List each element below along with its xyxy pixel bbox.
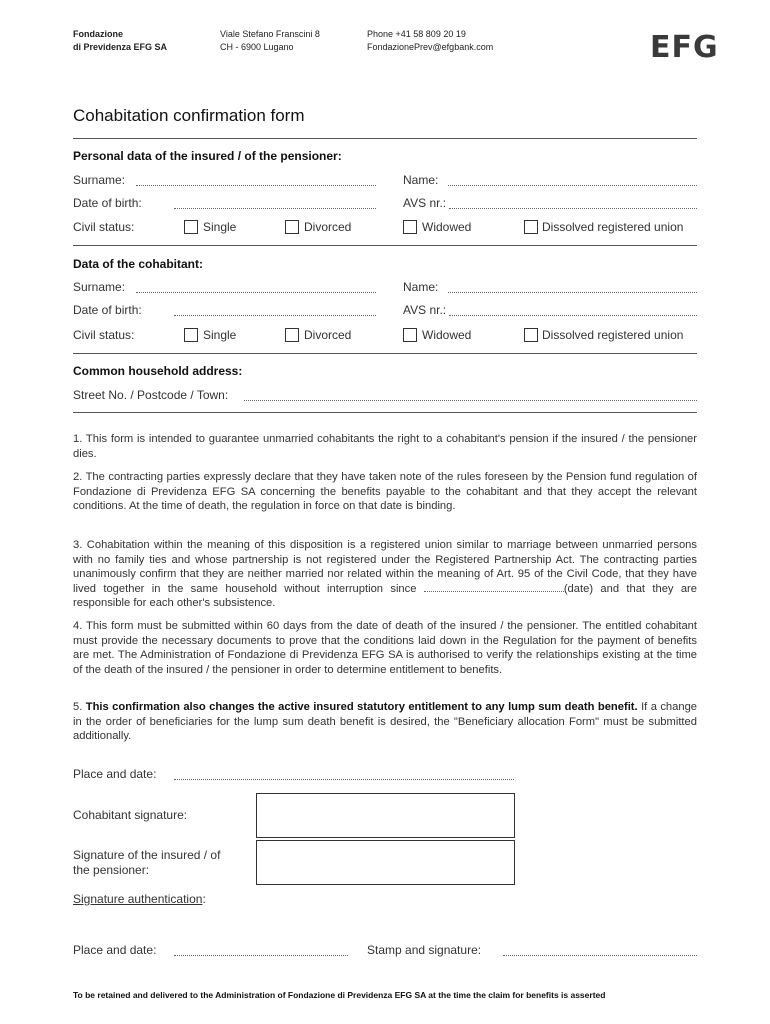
address-heading: Common household address: [73, 364, 243, 378]
cohabitant-single-checkbox[interactable] [184, 328, 198, 342]
insured-name-label: Name: [403, 173, 439, 187]
cohabitant-single-label: Single [203, 328, 237, 342]
cohabitant-name-label: Name: [403, 280, 439, 294]
stamp-signature-label: Stamp and signature: [367, 943, 482, 957]
insured-avs-field[interactable] [449, 198, 697, 209]
efg-logo: EFG [650, 30, 719, 65]
place-date-field-2[interactable] [174, 945, 348, 956]
insured-avs-label: AVS nr.: [403, 196, 447, 210]
insured-dissolved-label: Dissolved registered union [542, 220, 684, 234]
org-line-1: Fondazione [73, 29, 123, 39]
paragraph-1: 1. This form is intended to guarantee unmarried cohabitants the right to a cohabitant's pension if the insured / the pensioner dies. [73, 433, 697, 460]
title-divider [73, 138, 697, 139]
cohabitant-avs-label: AVS nr.: [403, 303, 447, 317]
insured-divorced-checkbox[interactable] [285, 220, 299, 234]
street-label: Street No. / Postcode / Town: [73, 388, 229, 402]
stamp-signature-field[interactable] [503, 945, 697, 956]
cohabitant-civil-status-label: Civil status: [73, 328, 135, 342]
insured-surname-field[interactable] [136, 175, 376, 186]
cohabitant-signature-box[interactable] [256, 793, 515, 838]
cohabitant-divider [73, 353, 697, 354]
signature-authentication-colon: : [202, 892, 206, 906]
cohabitant-signature-label: Cohabitant signature: [73, 808, 188, 822]
signature-authentication-text: Signature authentication [73, 892, 203, 906]
cohabitation-since-field[interactable] [424, 582, 564, 592]
paragraph-5-number: 5. [73, 701, 83, 713]
signature-authentication-label [73, 892, 206, 906]
insured-signature-box[interactable] [256, 840, 515, 885]
cohabitant-dob-field[interactable] [174, 305, 376, 316]
insured-widowed-checkbox[interactable] [403, 220, 417, 234]
address-line-2: CH - 6900 Lugano [220, 42, 294, 52]
cohabitant-dissolved-checkbox[interactable] [524, 328, 538, 342]
paragraph-3 [73, 538, 697, 611]
address-divider [73, 412, 697, 413]
cohabitant-avs-field[interactable] [449, 305, 697, 316]
form-title: Cohabitation confirmation form [73, 106, 305, 125]
paragraph-2: 2. The contracting parties expressly declare that they have taken note of the rules foreseen by the Pension fund regulation of Fondazione di Previdenza EFG SA concerning the benefits payable to the cohabitant and that they accept the relevant conditions. At the time of death, the regulation in force on that date is binding. [73, 471, 697, 513]
paragraph-3-text: 3. Cohabitation within the meaning of this disposition is a registered union similar to marriage between unmarried persons with no family ties and whose partnership is not registered under the Registered Partnership Act. The contracting parties unanimously confirm that they are neither married nor related within the meaning of Art. 95 of the Civil Code, that they have lived together in the same household without interruption since [73, 539, 697, 595]
insured-signature-label-2: the pensioner: [73, 863, 150, 877]
org-line-2: di Previdenza EFG SA [73, 42, 168, 52]
org-name [73, 28, 167, 54]
cohabitant-surname-field[interactable] [136, 282, 376, 293]
cohabitant-widowed-checkbox[interactable] [403, 328, 417, 342]
paragraph-4: 4. This form must be submitted within 60 days from the date of death of the insured / the pensioner. The entitled cohabitant must provide the necessary documents to prove that the conditions laid down in the Regulation for the payment of benefits are met. The Administration of Fondazione di Previdenza EFG SA is authorised to verify the relationships existing at the time of the death of the insured / the pensioner in order to determine entitlement to benefits. [73, 620, 697, 676]
insured-surname-label: Surname: [73, 173, 126, 187]
place-date-field[interactable] [174, 769, 514, 780]
insured-civil-status-label: Civil status: [73, 220, 135, 234]
paragraph-5-bold: This confirmation also changes the active insured statutory entitlement to any lump sum death benefit. [85, 701, 638, 713]
insured-widowed-label: Widowed [422, 220, 472, 234]
org-address [220, 28, 320, 54]
insured-dob-label: Date of birth: [73, 196, 142, 210]
insured-divider [73, 245, 697, 246]
address-line-1: Viale Stefano Franscini 8 [220, 29, 320, 39]
place-date-label-2: Place and date: [73, 943, 157, 957]
cohabitant-dissolved-label: Dissolved registered union [542, 328, 684, 342]
footer-note: To be retained and delivered to the Administration of Fondazione di Previdenza EFG SA at the time the claim for benefits is asserted [73, 990, 606, 1000]
cohabitant-heading: Data of the cohabitant: [73, 257, 204, 271]
place-date-label: Place and date: [73, 767, 157, 781]
street-field[interactable] [244, 390, 697, 401]
insured-heading: Personal data of the insured / of the pensioner: [73, 149, 342, 163]
insured-single-checkbox[interactable] [184, 220, 198, 234]
cohabitant-dob-label: Date of birth: [73, 303, 142, 317]
cohabitant-surname-label: Surname: [73, 280, 126, 294]
org-contact [367, 28, 493, 54]
cohabitant-divorced-checkbox[interactable] [285, 328, 299, 342]
insured-dissolved-checkbox[interactable] [524, 220, 538, 234]
insured-divorced-label: Divorced [304, 220, 352, 234]
cohabitant-name-field[interactable] [448, 282, 697, 293]
insured-single-label: Single [203, 220, 237, 234]
cohabitant-divorced-label: Divorced [304, 328, 352, 342]
insured-signature-label-1: Signature of the insured / of [73, 848, 221, 862]
paragraph-5 [73, 700, 697, 744]
cohabitant-widowed-label: Widowed [422, 328, 472, 342]
paragraph-5-rest: If a change in the order of beneficiaries for the lump sum death benefit is desired, the "Beneficiary allocation Form" must be submitted additionally. [73, 701, 698, 743]
phone-text: Phone +41 58 809 20 19 [367, 29, 466, 39]
paragraph-3-end: (date) and that they are responsible for each other's subsistence. [73, 582, 698, 610]
insured-dob-field[interactable] [174, 198, 376, 209]
email-text: FondazionePrev@efgbank.com [367, 42, 494, 52]
insured-name-field[interactable] [448, 175, 697, 186]
